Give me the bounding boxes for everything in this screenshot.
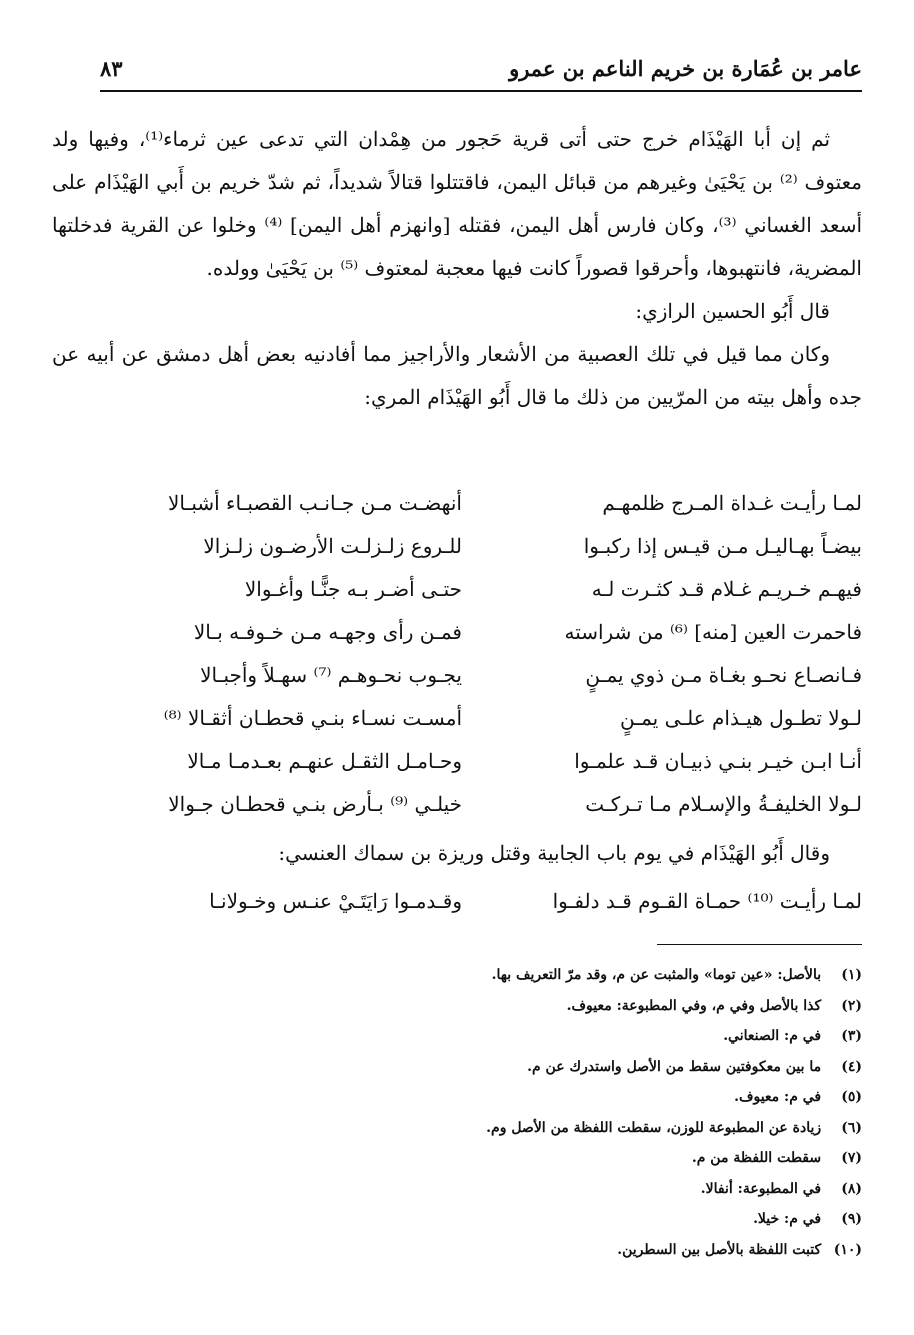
footnote-number: (٧) [841,1150,862,1166]
footnote [52,991,862,1022]
verse-first-hemistich: بيضـاً بهـاليـل مـن قيـس إذا ركبـوا [583,534,862,558]
running-head [100,50,862,90]
footnotes [52,960,862,1265]
verse-second-hemistich: أنهضـت مـن جـانـب القصبـاء أشبـالا [167,491,462,515]
footnote-number: (٥) [841,1089,862,1105]
footnote-text: زيادة عن المطبوعة للوزن، سقطت اللفظة من الأصل وم. [486,1119,822,1136]
footnote-number: (٤) [841,1058,862,1075]
verse-line [52,525,862,568]
paragraph-3-block [52,832,862,875]
footnote [52,1204,862,1235]
footnote-number: (٨) [841,1180,862,1197]
footnote [52,1052,862,1083]
heading-line: قال أَبُو الحسين الرازي: [635,299,830,323]
footnote-number: (٩) [841,1211,862,1227]
paragraph-2: وكان مما قيل في تلك العصبية من الأشعار والأراجيز مما أفادنيه بعض أهل دمشق عن أبيه عن جده وأهل بيته من المرّيين من ذلك ما قال أَبُو الهَيْذَام المري: [52,342,862,409]
footnote [52,1021,862,1052]
verse-line [52,654,862,697]
paragraph-1: ثم إن أبا الهَيْذَام خرج حتى أتى قرية حَجور من هِمْدان التي تدعى عين ثرماء⁽¹⁾، وفيها ولد معتوف ⁽²⁾ بن يَحْيَىٰ وغيرهم من قبائل اليمن، فاقتتلوا قتالاً شديداً، ثم شدّ خريم بن أَبي الهَيْذَام على أسعد الغساني ⁽³⁾، وكان فارس أهل اليمن، فقتله [وانهزم أهل اليمن] ⁽⁴⁾ وخلوا عن القرية فدخلتها المضرية، فانتهبوها، وأحرقوا قصوراً كانت فيها معجبة لمعتوف ⁽⁵⁾ بن يَحْيَىٰ وولده. [52,127,863,280]
verse-second-hemistich: فمـن رأى وجهـه مـن خـوفـه بـالا [193,620,462,644]
footnote-number: (١) [841,967,862,983]
footnote-text: في م: الصنعاني. [723,1028,822,1044]
footnote-number: (١٠) [833,1241,862,1258]
footnote-text: سقطت اللفظة من م. [691,1150,822,1166]
footnote-text: في المطبوعة: أنفالا. [700,1180,822,1197]
verse-line [52,880,862,923]
page-number: ٨٣ [100,56,123,81]
verse-second-hemistich: حتـى أضـر بـه جنًّـا وأغـوالا [244,577,462,601]
verse-first-hemistich: لـولا تطـول هيـذام علـى يمـنٍ [620,706,862,730]
footnote-number: (٢) [841,997,862,1014]
main-text [52,118,862,419]
footnote-rule [657,944,862,945]
footnote-number: (٦) [841,1119,862,1136]
verse-first-hemistich: لمـا رأيـت ⁽¹⁰⁾ حمـاة القـوم قـد دلفـوا [552,889,862,913]
header-rule [100,90,862,92]
footnote-text: كذا بالأصل وفي م، وفي المطبوعة: معيوف. [566,997,822,1014]
verse-first-hemistich: فـانصـاع نحـو بغـاة مـن ذوي يمـنٍ [585,663,862,687]
footnote [52,1174,862,1205]
footnote [52,1082,862,1113]
footnote-text: في م: خيلا. [753,1211,822,1227]
footnote [52,1235,862,1266]
verse-first-hemistich: فاحمرت العين [منه] ⁽⁶⁾ من شراسته [564,620,862,644]
verse-second-hemistich: وحـامـل الثقـل عنهـم بعـدمـا مـالا [187,749,462,773]
footnote [52,960,862,991]
footnote-text: ما بين معكوفتين سقط من الأصل واستدرك عن م. [527,1058,822,1075]
verse-second-hemistich: خيلـي ⁽⁹⁾ بـأرض بنـي قحطـان جـوالا [168,792,462,816]
verse-second-hemistich: للـروع زلـزلـت الأرضـون زلـزالا [203,534,462,558]
verse-line [52,783,862,826]
verse-second-hemistich: يجـوب نحـوهـم ⁽⁷⁾ سهـلاً وأجبـالا [200,663,462,687]
footnote [52,1113,862,1144]
verse-line [52,482,862,525]
verse-second-hemistich: أمسـت نسـاء بنـي قحطـان أثقـالا ⁽⁸⁾ [163,706,462,730]
footnote [52,1143,862,1174]
verse-line [52,697,862,740]
footnote-number: (٣) [841,1028,862,1044]
final-verse-block [52,880,862,923]
paragraph-3: وقال أَبُو الهَيْذَام في يوم باب الجابية وقتل وريزة بن سماك العنسي: [278,841,830,865]
running-title: عامر بن عُمَارة بن خريم الناعم بن عمرو [509,56,862,81]
verse-line [52,611,862,654]
verse-first-hemistich: أنـا ابـن خيـر بنـي ذبيـان قـد علمـوا [574,749,862,773]
footnote-text: بالأصل: «عين توما» والمثبت عن م، وقد مرّ التعريف بها. [491,967,822,983]
verse-second-hemistich: وقـدمـوا رَايَتَـيْ عنـس وخـولانـا [209,889,462,913]
verse-first-hemistich: لـولا الخليفـةُ والإسـلام مـا تـركـت [585,792,862,816]
poem-block [52,482,862,826]
footnote-text: كتبت اللفظة بالأصل بين السطرين. [617,1241,822,1258]
footnote-text: في م: معيوف. [734,1089,822,1105]
verse-first-hemistich: فيهـم خـريـم غـلام قـد كثـرت لـه [591,577,862,601]
verse-line [52,568,862,611]
verse-line [52,740,862,783]
verse-first-hemistich: لمـا رأيـت غـداة المـرج ظلمهـم [602,491,862,515]
